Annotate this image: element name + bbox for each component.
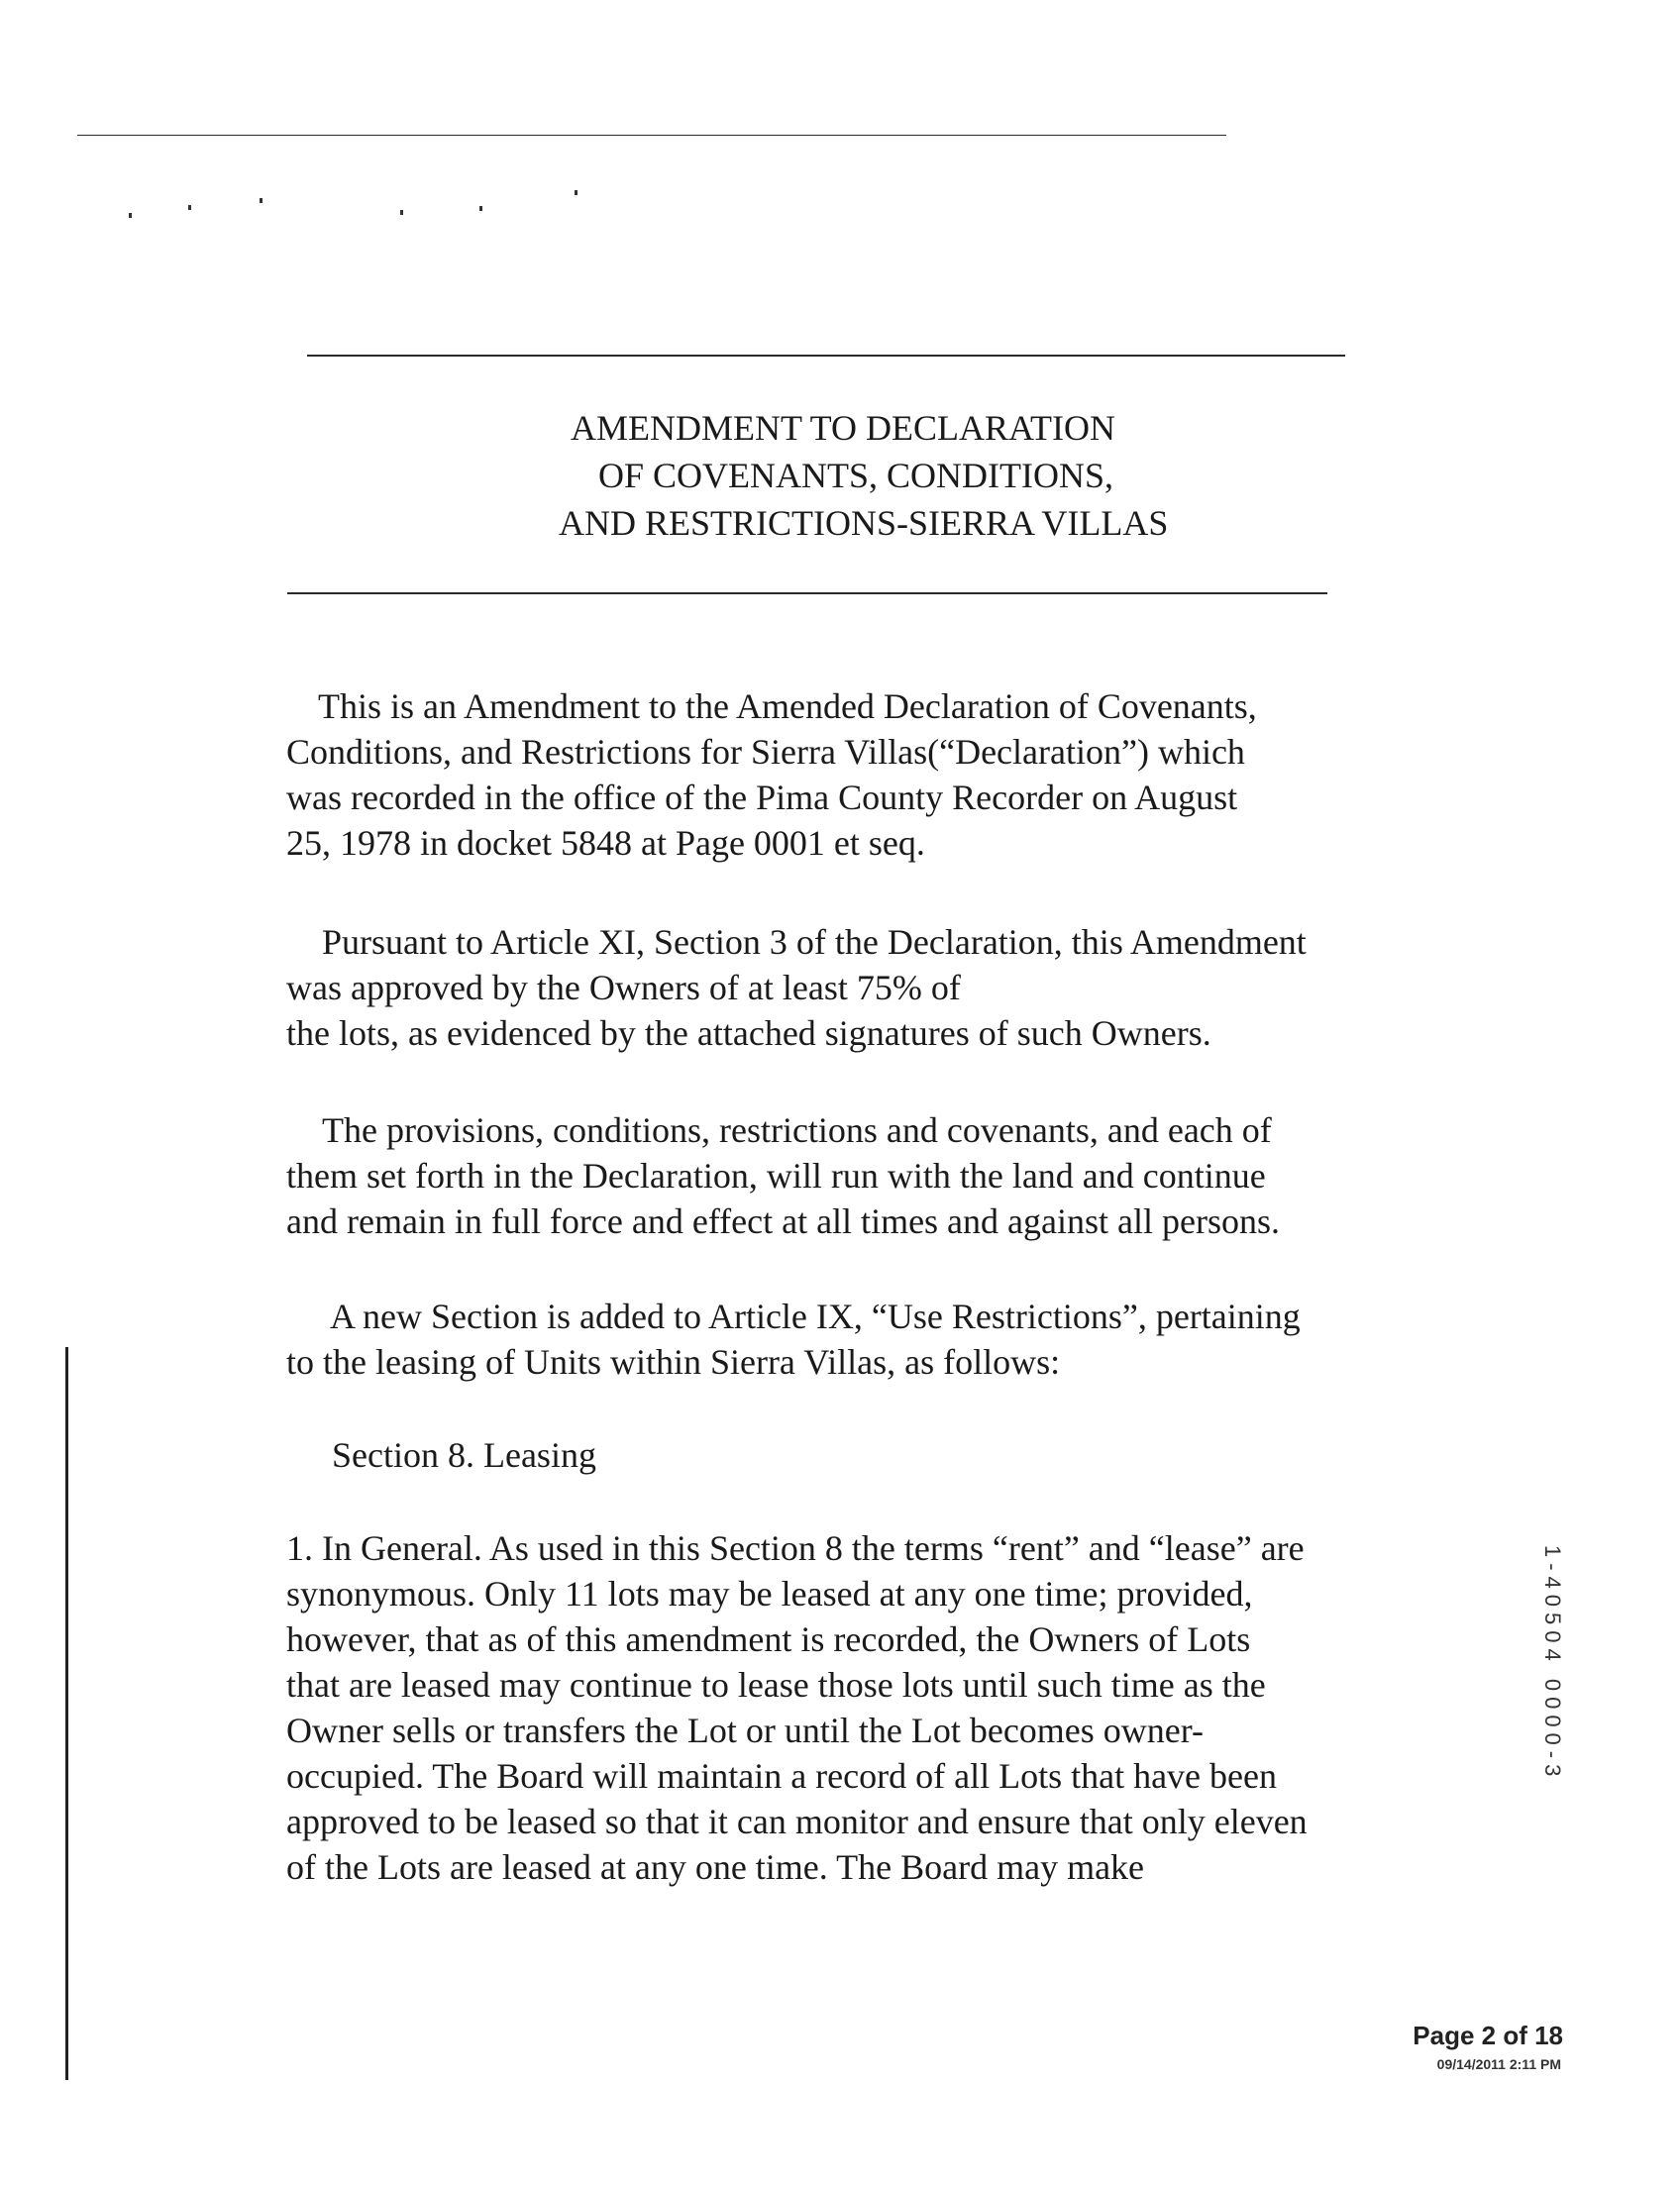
scan-speck <box>479 206 482 211</box>
scan-speck <box>188 205 191 210</box>
title-rule-bottom <box>287 592 1327 594</box>
text-line: was recorded in the office of the Pima County Recorder on August <box>286 778 1238 817</box>
text-line: Owner sells or transfers the Lot or until the Lot becomes owner- <box>286 1711 1205 1750</box>
top-rule <box>77 135 1226 136</box>
text-line: 25, 1978 in docket 5848 at Page 0001 et seq. <box>286 823 925 863</box>
text-line: was approved by the Owners of at least 75% of <box>286 968 961 1007</box>
page-number: Page 2 of 18 <box>1413 2021 1563 2050</box>
text-line: of the Lots are leased at any one time. The Board may make <box>286 1847 1145 1887</box>
print-timestamp: 09/14/2011 2:11 PM <box>1436 2056 1561 2072</box>
paragraph-approval <box>286 919 1435 1056</box>
scan-speck <box>575 190 578 195</box>
paragraph-new-section <box>286 1294 1435 1385</box>
scan-speck <box>260 198 262 203</box>
text-line: that are leased may continue to lease those lots until such time as the <box>286 1665 1266 1705</box>
text-line: them set forth in the Declaration, will run with the land and continue <box>286 1156 1266 1196</box>
text-line: synonymous. Only 11 lots may be leased at any one time; provided, <box>286 1574 1253 1614</box>
section-heading <box>286 1432 1435 1478</box>
title-line-1: AMENDMENT TO DECLARATION <box>571 408 1116 448</box>
text-line: occupied. The Board will maintain a record of all Lots that have been <box>286 1756 1277 1796</box>
text-line: and remain in full force and effect at all times and against all persons. <box>286 1201 1280 1241</box>
text-line: the lots, as evidenced by the attached signatures of such Owners. <box>286 1013 1211 1053</box>
text-line: 1. In General. As used in this Section 8 the terms “rent” and “lease” are <box>286 1528 1305 1568</box>
text-line: Pursuant to Article XI, Section 3 of the Declaration, this Amendment <box>322 922 1307 962</box>
section-heading-text: Section 8. Leasing <box>332 1435 596 1475</box>
text-line: to the leasing of Units within Sierra Villas, as follows: <box>286 1342 1061 1382</box>
text-line: approved to be leased so that it can monitor and ensure that only eleven <box>286 1802 1308 1841</box>
document-title <box>535 404 1228 547</box>
scan-speck <box>129 213 132 218</box>
title-line-3: AND RESTRICTIONS-SIERRA VILLAS <box>559 503 1169 543</box>
text-line: The provisions, conditions, restrictions and covenants, and each of <box>322 1110 1272 1150</box>
title-line-2: OF COVENANTS, CONDITIONS, <box>598 456 1114 495</box>
text-line: This is an Amendment to the Amended Declaration of Covenants, <box>318 686 1257 726</box>
docket-stamp: 1-40504 0000-3 <box>1540 1545 1565 1783</box>
text-line: however, that as of this amendment is recorded, the Owners of Lots <box>286 1619 1251 1659</box>
paragraph-provisions <box>286 1107 1435 1244</box>
scan-margin-line <box>65 1347 68 2080</box>
paragraph-intro <box>286 683 1435 866</box>
text-line: Conditions, and Restrictions for Sierra Villas(“Declaration”) which <box>286 732 1245 772</box>
title-rule-top <box>307 355 1345 357</box>
scan-speck <box>400 210 403 215</box>
paragraph-leasing <box>286 1525 1435 1890</box>
text-line: A new Section is added to Article IX, “Use Restrictions”, pertaining <box>330 1297 1301 1336</box>
